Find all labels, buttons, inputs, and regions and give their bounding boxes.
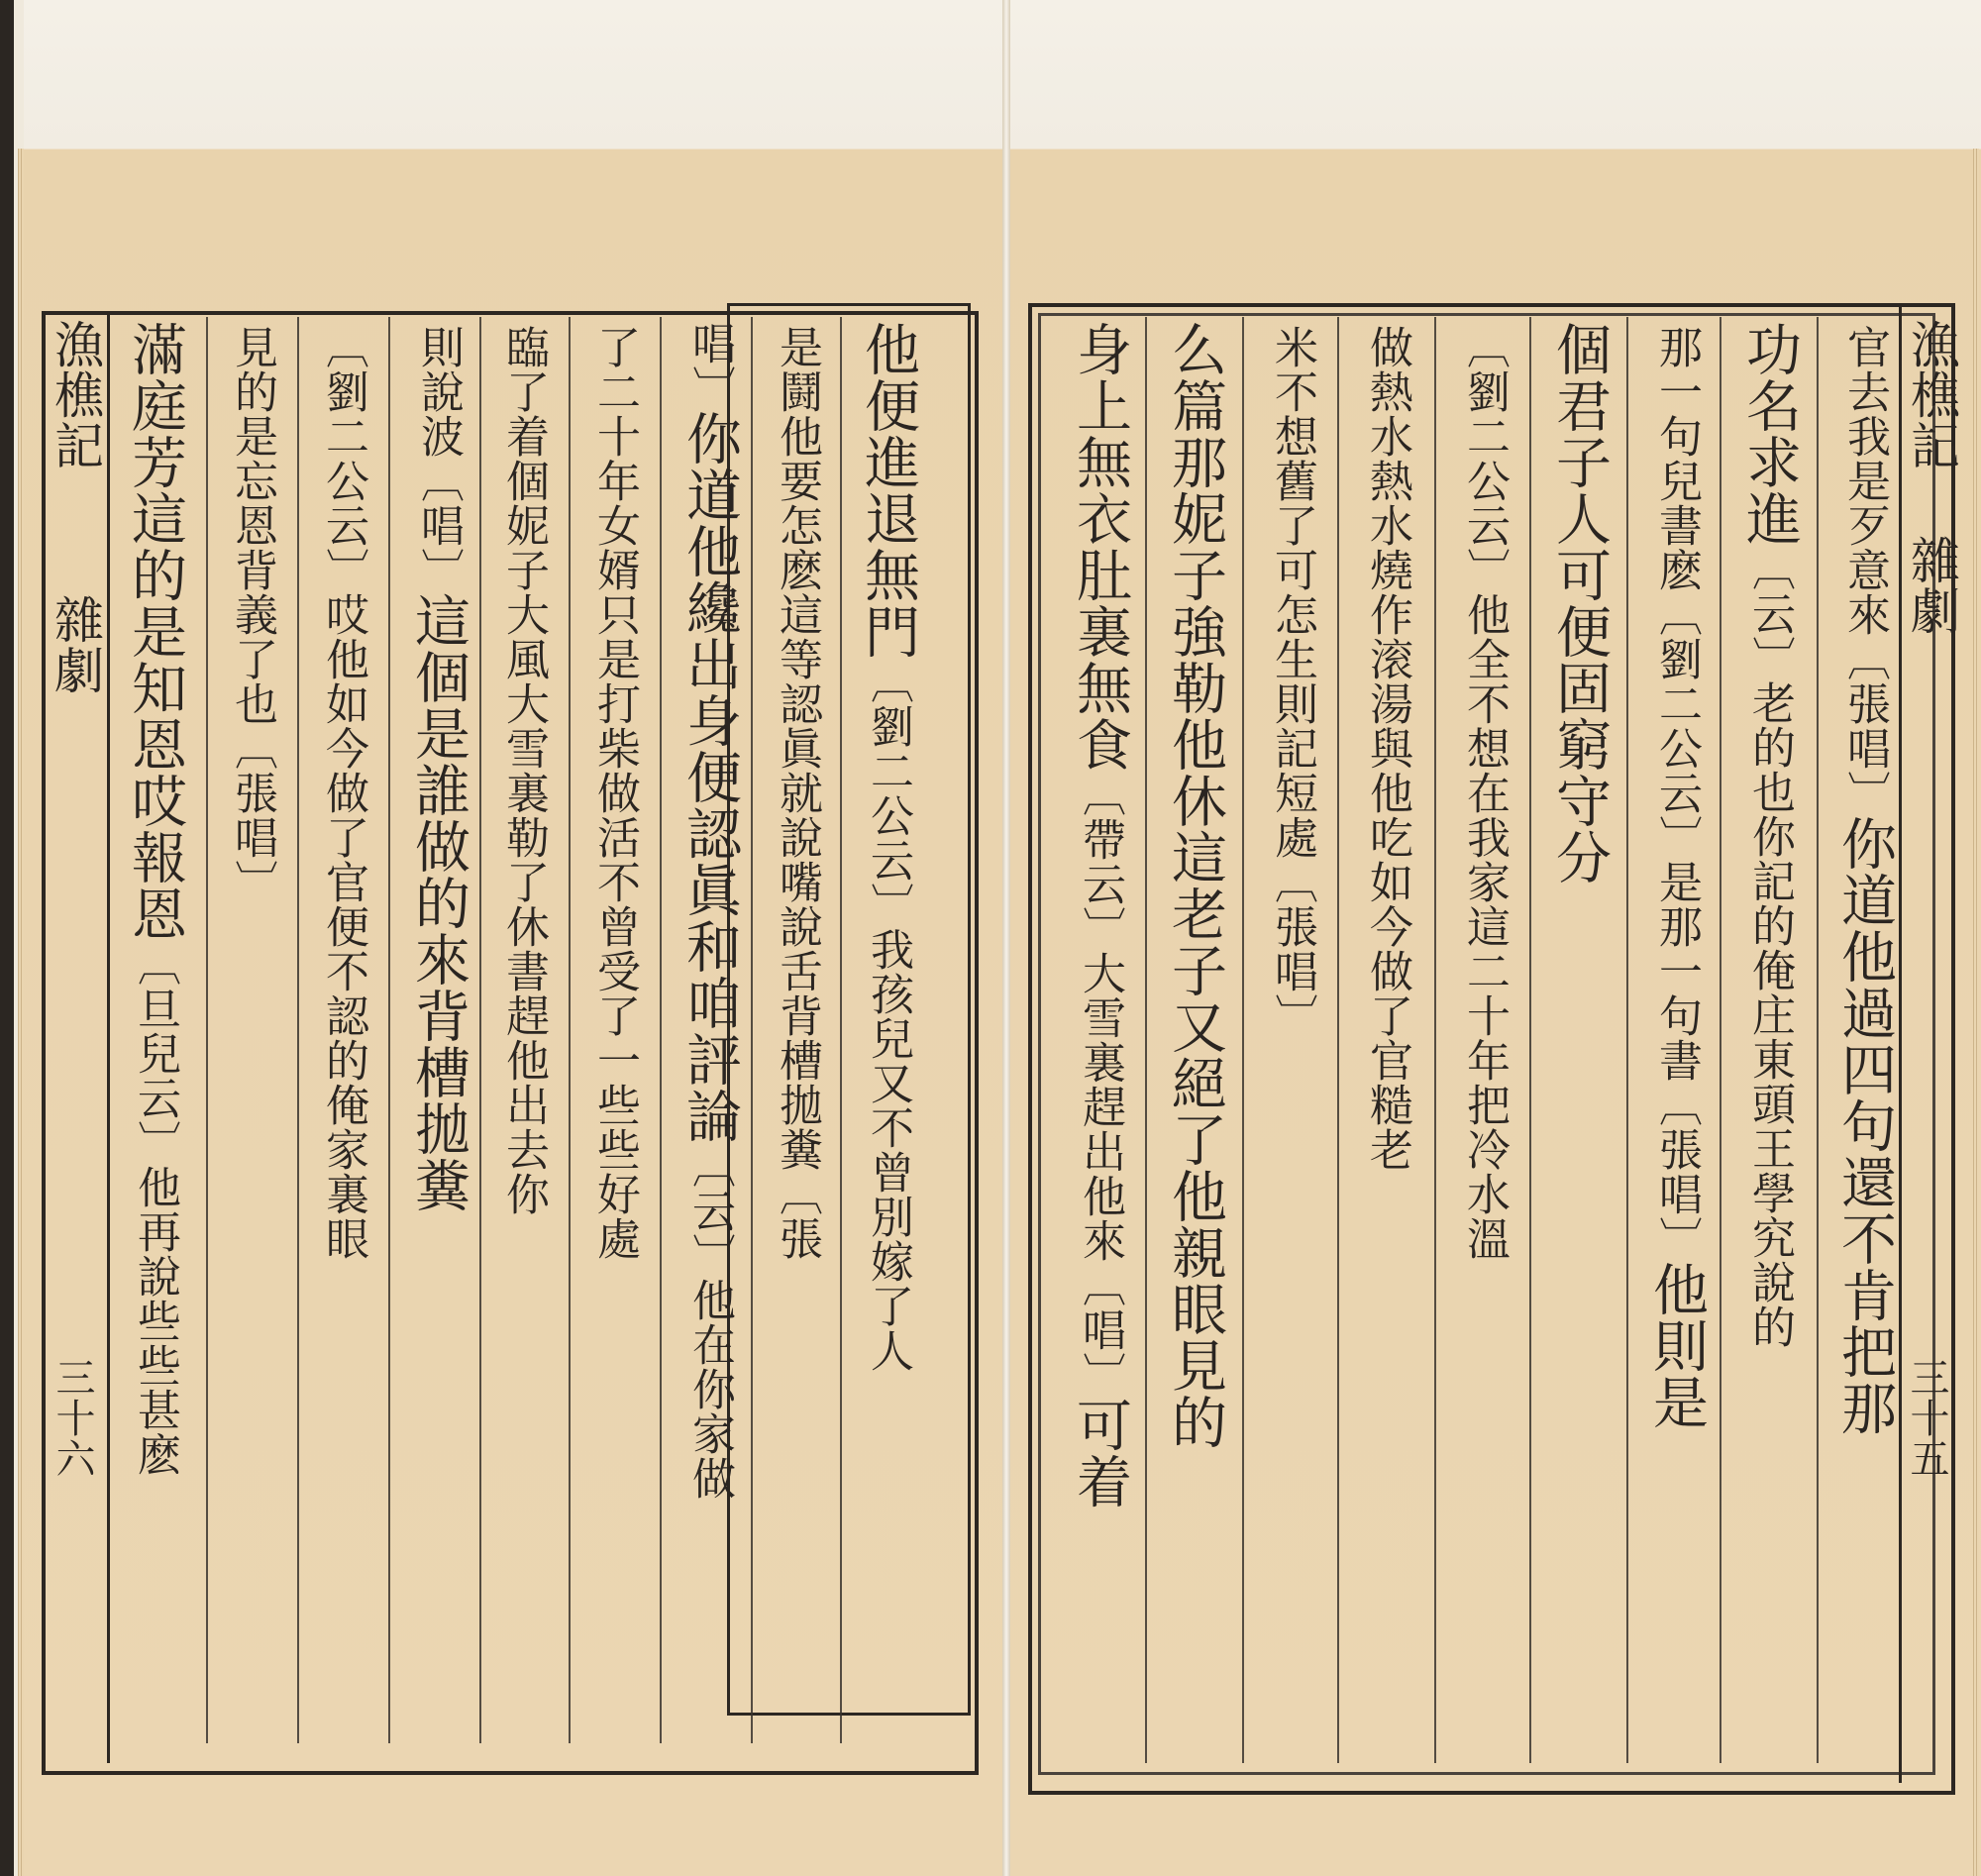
column-text: 唱〕	[684, 321, 735, 410]
column-text-large: 可着	[1068, 1397, 1132, 1510]
book-gutter	[1002, 0, 1010, 1876]
column-text: 則說波〔唱〕	[413, 325, 464, 592]
right-banner-rule	[1899, 307, 1902, 1783]
column-rule	[751, 317, 753, 1743]
column-rule	[1626, 317, 1628, 1763]
right-column-7: 米不想舊了可怎生則記短處〔張唱〕	[1267, 325, 1317, 1038]
right-column-9	[1068, 321, 1131, 1510]
right-banner-folio: 三十五	[1904, 1357, 1949, 1479]
column-text: 那一句兒書麽〔劉二公云〕是那一句書〔張唱〕	[1651, 325, 1702, 1261]
column-text-large: 他則是	[1644, 1261, 1709, 1430]
column-rule	[1720, 317, 1721, 1763]
left-column-5: 臨了着個妮子大風大雪裏勒了休書趕他出去你	[498, 325, 549, 1216]
column-rule	[1145, 317, 1147, 1763]
left-column-6	[406, 325, 469, 1213]
left-page-box-frame	[727, 303, 971, 1716]
right-banner-title: 漁樵記	[1903, 319, 1960, 470]
column-text: 〔帶云〕大雪裏趕出他來〔唱〕	[1075, 773, 1125, 1397]
left-column-8: 見的是忘恩背義了也〔張唱〕	[227, 325, 277, 904]
column-text: 〔旦兒云〕他再說些些甚麽	[130, 942, 180, 1477]
left-banner-title: 漁樵記	[47, 319, 104, 470]
right-banner-label: 雜劇	[1903, 535, 1960, 636]
column-rule	[1242, 317, 1244, 1763]
left-column-3	[678, 321, 741, 1501]
aria-heading: 他便進退無門	[856, 321, 920, 660]
right-column-8: 么篇那妮子強勒他休這老子又絕了他親眼見的	[1163, 321, 1227, 1450]
right-column-2	[1737, 321, 1801, 1349]
aria-heading: 身上無衣肚裏無食	[1068, 321, 1132, 773]
aria-heading: 滿庭芳這的是知恩哎報恩	[123, 321, 187, 942]
column-text-large: 你道他纔出身便認眞和咱評論	[678, 410, 742, 1144]
column-rule	[479, 317, 481, 1743]
left-banner-folio: 三十六	[50, 1357, 95, 1479]
book-spread	[14, 0, 1981, 1876]
left-banner-rule	[107, 315, 110, 1763]
right-column-6: 做熱水熱水燒作滚湯與他吃如今做了官糙老	[1362, 325, 1412, 1172]
column-rule	[297, 317, 299, 1743]
column-text: 〔云〕老的也你記的俺庄東頭王學究說的	[1744, 547, 1795, 1349]
left-column-4: 了二十年女婿只是打柴做活不曾受了一些些好處	[589, 325, 640, 1261]
right-leaf-edge	[1973, 149, 1979, 1876]
right-column-1	[1832, 325, 1896, 1436]
column-rule	[1529, 317, 1531, 1763]
left-column-2: 是鬪他要怎麽這等認眞就說嘴說舌背槽拋糞〔張	[772, 325, 822, 1261]
column-text: 〔劉二公云〕我孩兒又不曾別嫁了人	[863, 660, 913, 1373]
right-column-3	[1644, 325, 1708, 1430]
column-rule	[206, 317, 208, 1743]
column-rule	[569, 317, 571, 1743]
right-column-4: 個君子人可便固窮守分	[1547, 321, 1612, 886]
left-column-9	[123, 321, 186, 1477]
right-column-5: 〔劉二公云〕他全不想在我家這二十年把冷水溫	[1459, 325, 1510, 1261]
aria-heading: 功名求進	[1737, 321, 1802, 547]
column-rule	[660, 317, 662, 1743]
column-text: 〔云〕他在你家做	[684, 1144, 735, 1501]
column-rule	[1817, 317, 1819, 1763]
column-rule	[388, 317, 390, 1743]
column-text-large: 這個是誰做的來背槽拋糞	[406, 592, 470, 1213]
column-rule	[840, 317, 842, 1743]
left-leaf-edge	[18, 149, 24, 1876]
left-banner-label: 雜劇	[47, 594, 104, 695]
left-column-1	[856, 321, 919, 1373]
column-text-large: 你道他過四句還不肯把那	[1832, 815, 1897, 1436]
column-rule	[1337, 317, 1339, 1763]
column-rule	[1434, 317, 1436, 1763]
left-column-7: 〔劉二公云〕哎他如今做了官便不認的俺家裏眼	[318, 325, 368, 1261]
column-text: 官去我是歹意來〔張唱〕	[1839, 325, 1890, 815]
